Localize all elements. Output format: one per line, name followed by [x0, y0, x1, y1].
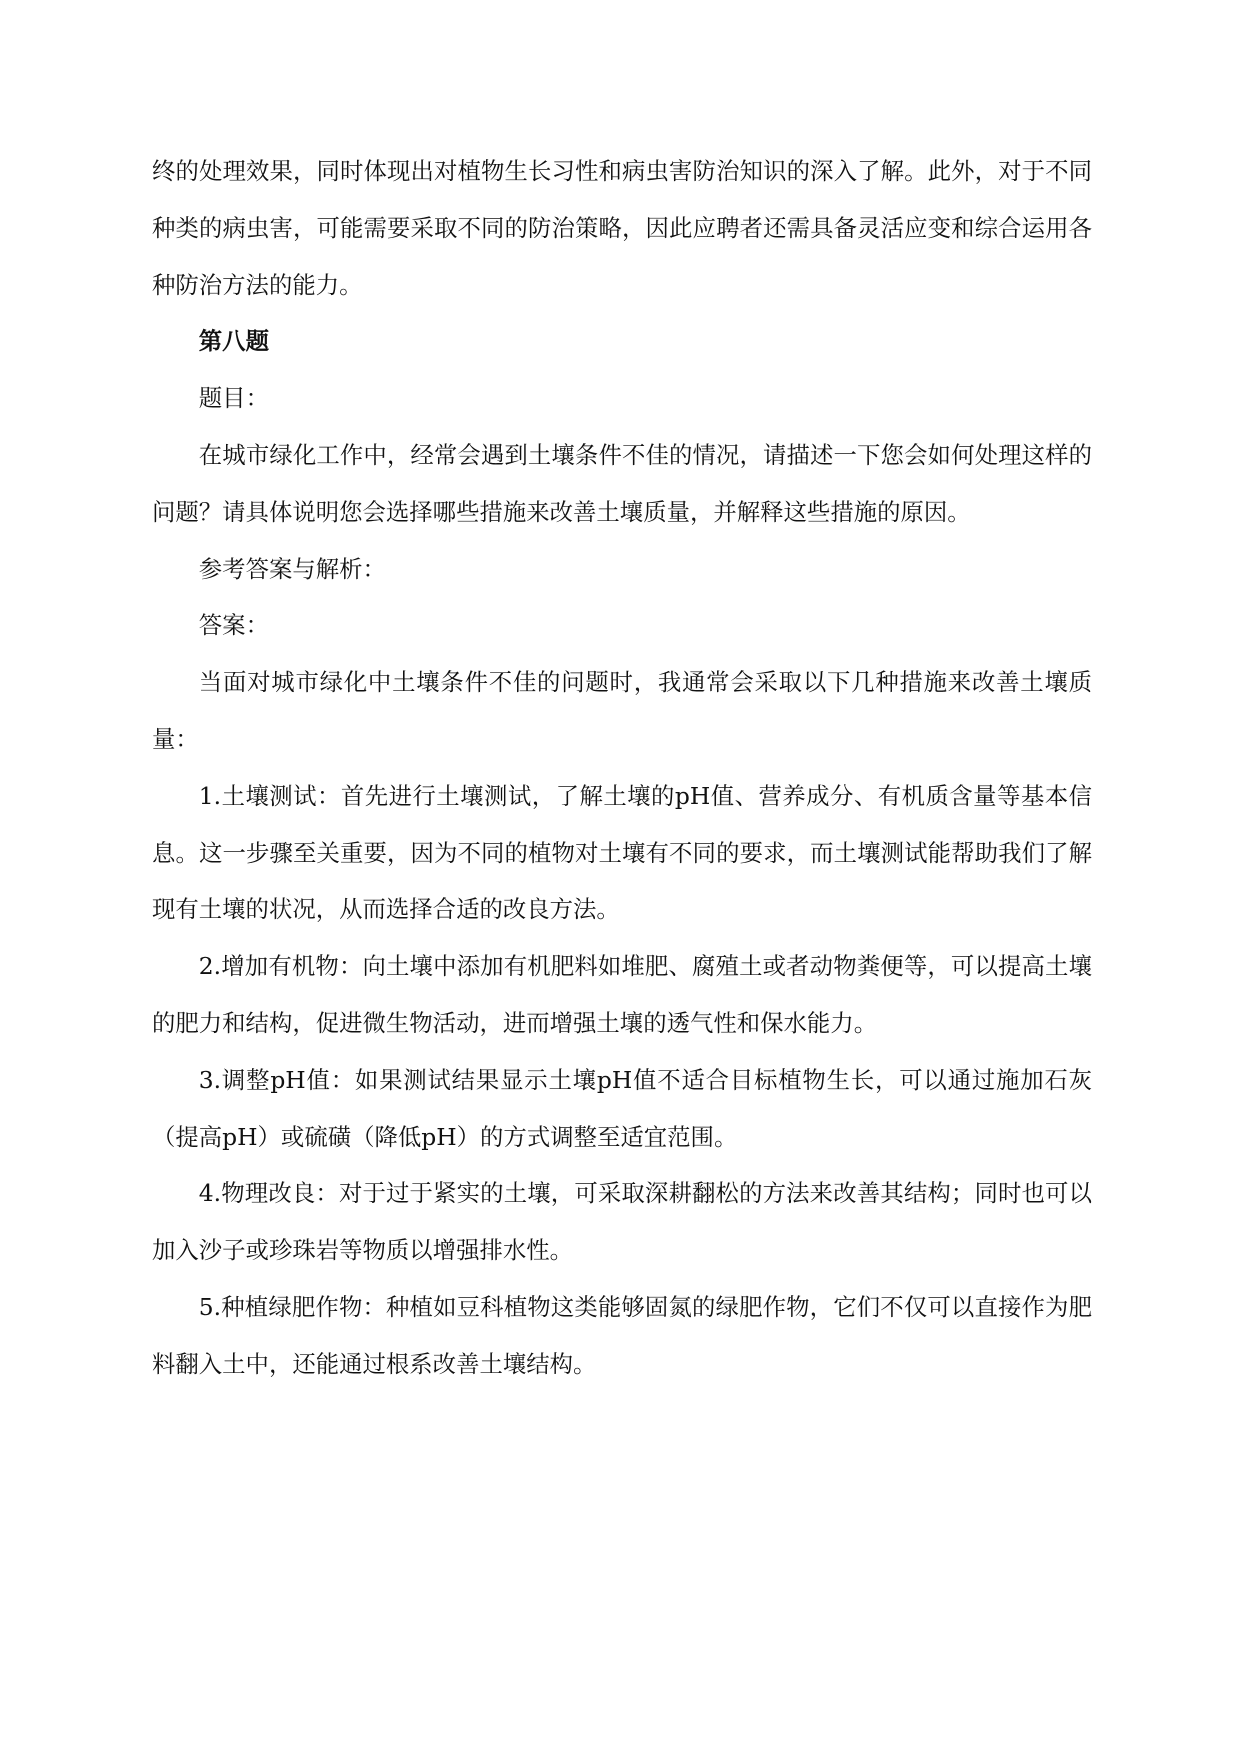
measure-item-3: 3.调整pH值：如果测试结果显示土壤pH值不适合目标植物生长，可以通过施加石灰（提高pH）或硫磺（降低pH）的方式调整至适宜范围。	[152, 1065, 1092, 1151]
answer-analysis-label: 参考答案与解析：	[198, 554, 386, 583]
question-text: 在城市绿化工作中，经常会遇到土壤条件不佳的情况，请描述一下您会如何处理这样的问题？请具体说明您会选择哪些措施来改善土壤质量，并解释这些措施的原因。	[152, 440, 1092, 526]
measure-item-5: 5.种植绿肥作物：种植如豆科植物这类能够固氮的绿肥作物，它们不仅可以直接作为肥料翻入土中，还能通过根系改善土壤结构。	[152, 1292, 1092, 1378]
question-label: 题目：	[198, 384, 269, 413]
answer-label: 答案：	[198, 611, 269, 640]
measure-item-1: 1.土壤测试：首先进行土壤测试，了解土壤的pH值、营养成分、有机质含量等基本信息。这一步骤至关重要，因为不同的植物对土壤有不同的要求，而土壤测试能帮助我们了解现有土壤的状况，从而选择合适的改良方法。	[152, 781, 1092, 924]
paragraph-continuation: 终的处理效果，同时体现出对植物生长习性和病虫害防治知识的深入了解。此外，对于不同种类的病虫害，可能需要采取不同的防治策略，因此应聘者还需具备灵活应变和综合运用各种防治方法的能力。	[152, 157, 1092, 299]
measure-item-2: 2.增加有机物：向土壤中添加有机肥料如堆肥、腐殖土或者动物粪便等，可以提高土壤的肥力和结构，促进微生物活动，进而增强土壤的透气性和保水能力。	[152, 952, 1092, 1037]
answer-intro: 当面对城市绿化中土壤条件不佳的问题时，我通常会采取以下几种措施来改善土壤质量：	[152, 668, 1092, 753]
document-body	[152, 143, 1092, 1393]
measure-item-4: 4.物理改良：对于过于紧实的土壤，可采取深耕翻松的方法来改善其结构；同时也可以加入沙子或珍珠岩等物质以增强排水性。	[152, 1179, 1092, 1265]
question-heading: 第八题	[198, 327, 269, 356]
